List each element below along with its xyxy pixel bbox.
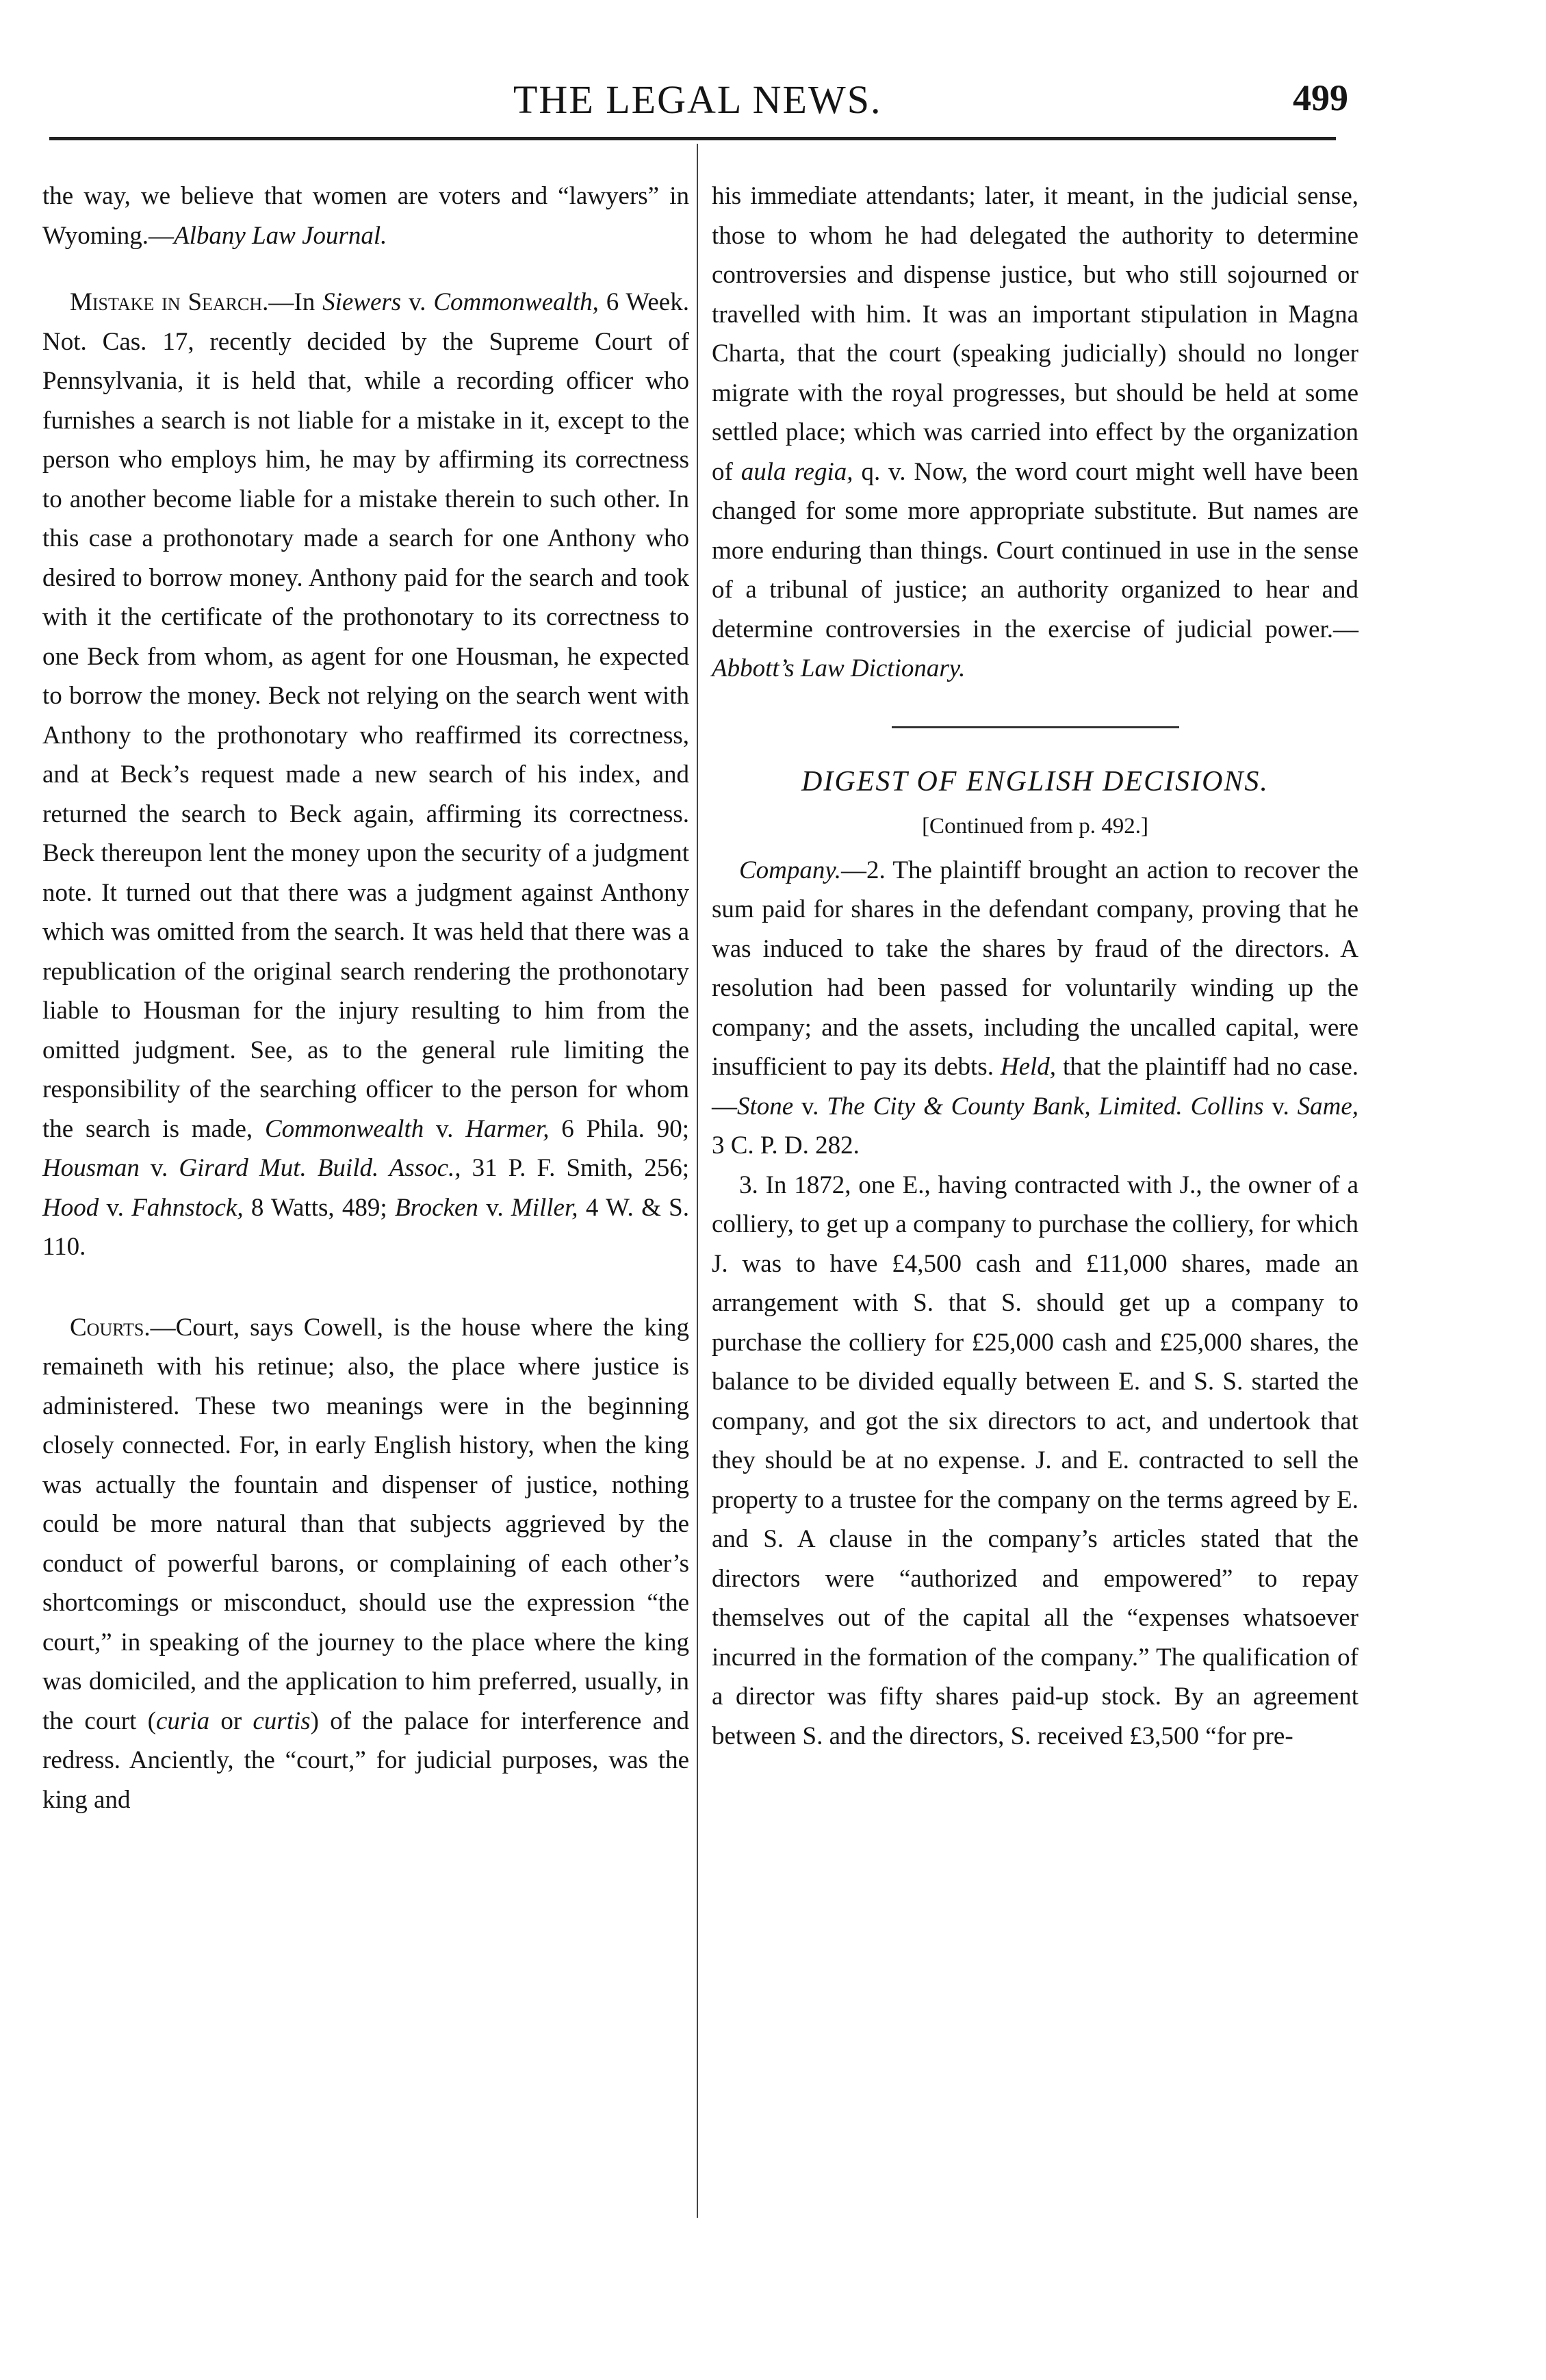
header-rule <box>49 137 1336 140</box>
citation-1-rest: 6 Phila. 90; <box>549 1114 689 1143</box>
left-column <box>42 177 689 1819</box>
courts-body-1: —Court, says Cowell, is the house where the king remaineth with his retinue; also, the place where justice is administered. These two meanings were in the beginning closely connected. For, in early English history, when the king was actually the fountain and dispenser of justice, nothing could be more natural than that subjects aggrieved by the conduct of powerful barons, or complaining of each other’s shortcomings or misconduct, should use the expression “the court,” in speaking of the journey to the place where the king was domiciled, and the application to him preferred, usually, in the court ( <box>42 1313 689 1735</box>
digest-entry-3: 3. In 1872, one E., having contracted with J., the owner of a colliery, to get up a company to purchase the colliery, for which J. was to have £4,500 cash and £11,000 shares, made an arrangement with S. that S. should get up a company to purchase the colliery for £25,000 cash and £25,000 shares, the balance to be divided equally between E. and S. S. started the company, and got the six directors to act, and undertook that they should be at no expense. J. and E. contracted to sell the property to a trustee for the company on the terms agreed by E. and S. A clause in the company’s articles stated that the directors were “authorized and empowered” to repay themselves out of the capital all the “expenses whatsoever incurred in the formation of the company.” The qualification of a director was fifty shares paid-up stock. By an agreement between S. and the directors, S. received £3,500 “for pre- <box>712 1170 1358 1750</box>
intro-paragraph <box>42 177 689 255</box>
digest-heading: DIGEST OF ENGLISH DECISIONS. <box>801 765 1269 797</box>
citation-4-party: Miller, <box>511 1193 578 1222</box>
spacer <box>42 255 689 283</box>
entry-2-case-2b: Same, <box>1297 1092 1359 1121</box>
entry-2-cite: 3 C. P. D. 282. <box>712 1131 860 1160</box>
entry-2-held: Held, <box>1000 1053 1057 1081</box>
courts-continuation <box>712 177 1358 689</box>
latin-curtis: curtis <box>253 1706 311 1735</box>
citation-2-party: Girard Mut. Build. Assoc., <box>179 1154 461 1182</box>
citation-2-v: v. <box>139 1154 179 1182</box>
entry-2-space <box>1183 1092 1191 1121</box>
courts-body-2: ) of the palace for interference and redress. Anciently, the “court,” for judicial purposes, was the king and <box>42 1706 690 1814</box>
mistake-case-mid: v. <box>401 288 434 316</box>
article-heading-mistake: Mistake in Search. <box>70 288 269 316</box>
entry-label-company: Company. <box>739 856 842 884</box>
mistake-case-lead: —In <box>268 288 323 316</box>
running-title: THE LEGAL NEWS. <box>513 77 882 122</box>
mistake-case-name: Siewers <box>322 288 402 316</box>
running-head <box>48 77 1348 131</box>
entry-2-case-1: Stone <box>737 1092 794 1121</box>
entry-2-case-1b: The City & County Bank, Limited. <box>827 1092 1183 1121</box>
citation-3-party: Fahnstock, <box>131 1193 244 1222</box>
entry-2-v2: v. <box>1263 1092 1298 1121</box>
digest-entry-2 <box>712 851 1358 1166</box>
courts-source: Abbott’s Law Dictionary. <box>712 654 966 682</box>
citation-1-party: Harmer, <box>465 1114 550 1143</box>
intro-source: Albany Law Journal. <box>174 221 387 250</box>
continued-note: [Continued from p. 492.] <box>922 814 1148 839</box>
citation-4-rest: 4 W. & S. 110. <box>42 1193 689 1261</box>
mistake-in-search-article <box>42 283 689 1267</box>
page-number: 499 <box>1293 77 1348 118</box>
citation-1-v: v. <box>424 1114 466 1143</box>
column-divider <box>697 144 698 2218</box>
latin-curia: curia <box>156 1706 210 1735</box>
citation-3: Hood <box>42 1193 99 1222</box>
courts-article <box>42 1308 689 1820</box>
citation-3-v: v. <box>99 1193 132 1222</box>
entry-2-v1: v. <box>793 1092 827 1121</box>
courts-or: or <box>209 1706 253 1735</box>
mistake-body: 6 Week. Not. Cas. 17, recently decided by the Supreme Court of Pennsylvania, it is held that, while a recording officer who furnishes a search is not liable for a mistake in it, except to the person who employs him, he may by affirming its correctness to another become liable for a mistake therein to such other. In this case a prothonotary made a search for one Anthony who desired to borrow money. Anthony paid for the search and took with it the certificate of the prothonotary to its correctness to one Beck from whom, as agent for one Housman, he expected to borrow the money. Beck not relying on the search went with Anthony to the prothonotary who reaffirmed its correctness, and at Beck’s request made a new search of his index, and returned the search to Beck again, affirming its correctness. Beck thereupon lent the money upon the security of a judgment note. It turned out that there was a judgment against Anthony which was omitted from the search. It was held that there was a republication of the original search rendering the prothonotary liable to Housman for the injury resulting to him from the omitted judgment. See, as to the general rule limiting the responsibility of the searching officer to the person for whom the search is made, <box>42 288 689 1143</box>
citation-2-rest: 31 P. F. Smith, 256; <box>461 1154 689 1182</box>
aula-regia: aula regia, <box>740 457 853 486</box>
right-column <box>712 177 1358 1756</box>
citation-3-rest: 8 Watts, 489; <box>243 1193 396 1222</box>
entry-2-case-2: Collins <box>1190 1092 1264 1121</box>
citation-4: Brocken <box>395 1193 478 1222</box>
entry-2-text-2: that the plaintiff had no case.— <box>712 1053 1358 1121</box>
intro-text: the way, we believe that women are voters and “lawyers” in Wyoming.— <box>42 182 689 250</box>
courts-cont-1: his immediate attendants; later, it meant, in the judicial sense, those to whom he had delegated the authority to determine controversies and dispense justice, but who still sojourned or travelled with him. It was an important stipulation in Magna Charta, that the court (speaking judicially) should no longer migrate with the royal progresses, but should be held at some settled place; which was carried into effect by the organization of <box>712 182 1358 486</box>
citation-1: Commonwealth <box>264 1114 424 1143</box>
entry-2-text-1: —2. The plaintiff brought an action to recover the sum paid for shares in the defendant company, proving that he was induced to take the shares by fraud of the directors. A resolution had been passed for voluntarily winding up the company; and the assets, including the uncalled capital, were insufficient to pay its debts. <box>712 856 1358 1081</box>
citation-4-v: v. <box>478 1193 511 1222</box>
citation-2: Housman <box>42 1154 140 1182</box>
section-divider <box>892 726 1179 728</box>
spacer <box>42 1267 689 1308</box>
article-heading-courts: Courts. <box>70 1313 151 1342</box>
courts-cont-2: q. v. Now, the word court might well have been changed for some more appropriate substitute. But names are more enduring than things. Court continued in use in the sense of a tribunal of justice; an authority organized to hear and determine controversies in the exercise of judicial power.— <box>712 457 1358 643</box>
mistake-case-party: Commonwealth, <box>433 288 599 316</box>
